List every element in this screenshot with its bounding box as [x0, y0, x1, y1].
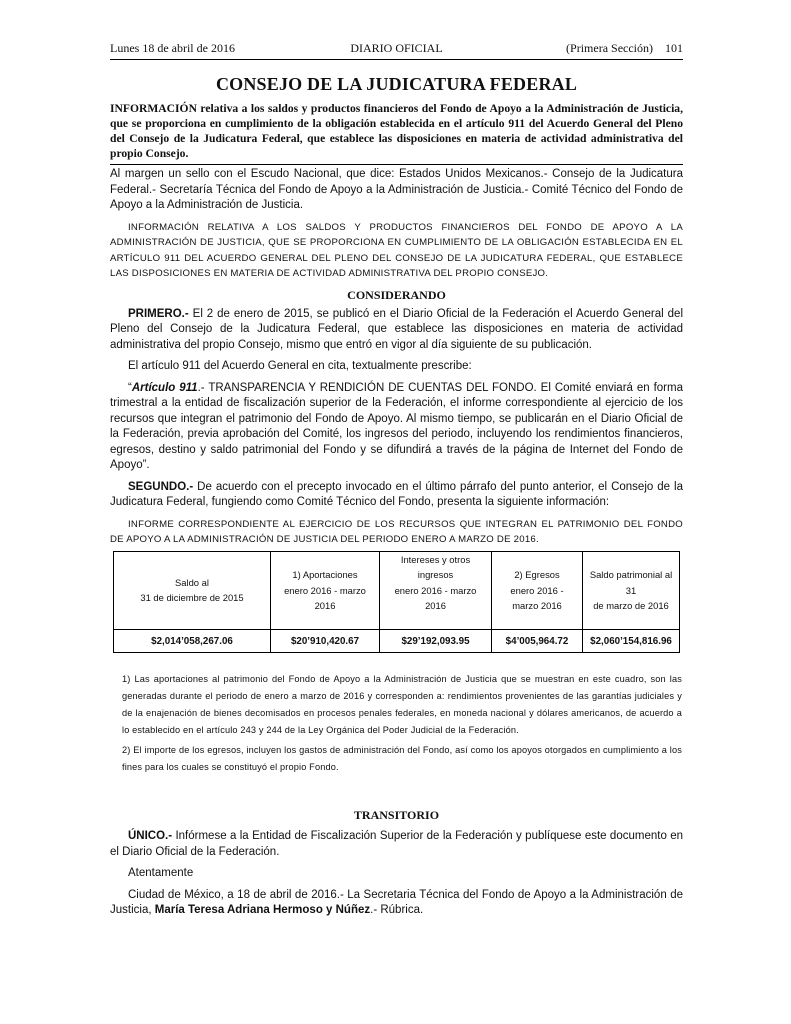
- unico-label: ÚNICO.-: [128, 830, 173, 842]
- header-line: Saldo patrimonial al 31: [589, 569, 673, 596]
- header-line: ingresos: [417, 569, 454, 580]
- primero-label: PRIMERO.-: [128, 307, 189, 320]
- header-line: 2) Egresos: [514, 569, 560, 580]
- table-note-1: 1) Las aportaciones al patrimonio del Fondo de Apoyo a la Administración de Justicia que se muestran en este cuadro, son las generadas durante el periodo de enero a marzo de 2016 y corresponden a: rendimientos provenientes de las garantías judiciales y de la enajenación de bienes decomisados en procesos penales federales, en moneda nacional y dólares americanos, de acuerdo a lo establecido en el artículo 243 y 244 de la Ley Orgánica del Poder Judicial de la Federación.: [122, 674, 682, 735]
- segundo-paragraph: [110, 480, 683, 511]
- intro-summary: INFORMACIÓN relativa a los saldos y productos financieros del Fondo de Apoyo a la Administración de Justicia, que se proporciona en cumplimiento de la obligación establecida en el artículo 911 del Acuerdo General del Pleno del Consejo de la Judicatura Federal, que establece las disposiciones en materia de actividad administrativa del propio Consejo.: [110, 102, 683, 160]
- header-publication: DIARIO OFICIAL: [350, 41, 443, 55]
- primero-text: El 2 de enero de 2015, se publicó en el Diario Oficial de la Federación el Acuerdo General del Pleno del Consejo de la Judicatura Federal, que establece las disposiciones en materia de actividad administrativa del propio Consejo, mismo que entró en vigor al día siguiente de su publicación.: [110, 307, 683, 351]
- header-line: enero 2016 - marzo 2016: [394, 584, 477, 611]
- header-line: enero 2016 -: [510, 584, 564, 596]
- header-line: 2016: [314, 600, 336, 611]
- firma-name: María Teresa Adriana Hermoso y Núñez: [154, 904, 371, 916]
- table-cell-egresos: $4’005,964.72: [492, 630, 583, 653]
- header-line: enero 2016 - marzo: [284, 584, 366, 596]
- unico-paragraph: [110, 829, 683, 860]
- header-line: Saldo al: [175, 576, 209, 588]
- header-line: de marzo de 2016: [593, 600, 669, 611]
- header-right: [566, 41, 683, 56]
- header-line: Intereses y otros: [400, 553, 471, 565]
- table-header-cell: [583, 551, 680, 630]
- table-cell-saldo-inicial: $2,014’058,267.06: [114, 630, 271, 653]
- header-line: marzo 2016: [512, 600, 562, 611]
- caps-heading: INFORMACIÓN RELATIVA A LOS SALDOS Y PRODUCTOS FINANCIEROS DEL FONDO DE APOYO A LA ADMINISTRACIÓN DE JUSTICIA, QUE SE PROPORCIONA EN CUMPLIMIENTO DE LA OBLIGACIÓN ESTABLECIDA EN EL ARTÍCULO 911 DEL ACUERDO GENERAL DEL PLENO DEL CONSEJO DE LA JUDICATURA FEDERAL, QUE ESTABLECE LAS DISPOSICIONES EN MATERIA DE ACTIVIDAD ADMINISTRATIVA DEL PROPIO CONSEJO.: [110, 221, 683, 279]
- unico-text: Infórmese a la Entidad de Fiscalización Superior de la Federación y publíquese este documento en el Diario Oficial de la Federación.: [110, 830, 683, 858]
- page-header: [110, 38, 683, 56]
- header-section: (Primera Sección): [566, 41, 653, 55]
- firma-tail: .- Rúbrica.: [370, 904, 424, 916]
- table-cell-saldo-final: $2,060’154,816.96: [583, 630, 680, 653]
- table-cell-aportaciones: $20’910,420.67: [271, 630, 380, 653]
- table-cell-intereses: $29’192,093.95: [380, 630, 492, 653]
- document-page: [110, 38, 683, 919]
- segundo-label: SEGUNDO.-: [128, 480, 194, 493]
- atentamente: Atentamente: [128, 867, 194, 879]
- table-header-cell: [380, 551, 492, 630]
- table-header-cell: [492, 551, 583, 630]
- seal-paragraph: Al margen un sello con el Escudo Nacional, que dice: Estados Unidos Mexicanos.- Consejo de la Judicatura Federal.- Secretaría Técnica del Fondo de Apoyo a la Administración de Justicia.- Comité Técnico del Fondo de Apoyo a la Administración de Justicia.: [110, 168, 683, 211]
- quote-open: “: [128, 381, 132, 394]
- header-line: 31 de diciembre de 2015: [140, 592, 244, 604]
- quote-text: .- TRANSPARENCIA Y RENDICIÓN DE CUENTAS DEL FONDO. El Comité enviará en forma trimestral a la entidad de fiscalización superior de la Federación, el informe correspondiente al ejercicio de los recursos que integran el patrimonio del Fondo de Apoyo. Al mismo tiempo, se publicarán en el Diario Oficial de la Federación, previa aprobación del Comité, los ingresos del periodo, incluyendo los rendimientos financieros, egresos, destino y saldo patrimonial del Fondo y se difundirá a través de la página de Internet del Fondo de Apoyo”.: [110, 381, 683, 471]
- articulo-intro: El artículo 911 del Acuerdo General en cita, textualmente prescribe:: [128, 360, 472, 372]
- header-rule: [110, 59, 683, 60]
- header-date: Lunes 18 de abril de 2016: [110, 41, 235, 55]
- table-header-cell: [114, 551, 271, 630]
- intro-rule: [110, 164, 683, 165]
- institution-title: CONSEJO DE LA JUDICATURA FEDERAL: [215, 74, 578, 94]
- primero-paragraph: [110, 307, 683, 354]
- table-row: [114, 630, 680, 653]
- segundo-text: De acuerdo con el precepto invocado en el último párrafo del punto anterior, el Consejo de la Judicatura Federal, fungiendo como Comité Técnico del Fondo, presenta la siguiente información:: [110, 480, 683, 508]
- firma-text: Ciudad de México, a 18 de abril de 2016.- La Secretaria Técnica del Fondo de Apoyo a la Administración de Justicia,: [110, 888, 683, 916]
- considerando-heading: CONSIDERANDO: [347, 287, 446, 302]
- header-page-number: 101: [665, 41, 683, 55]
- table-header-row: [114, 551, 680, 630]
- report-heading: INFORME CORRESPONDIENTE AL EJERCICIO DE LOS RECURSOS QUE INTEGRAN EL PATRIMONIO DEL FONDO DE APOYO A LA ADMINISTRACIÓN DE JUSTICIA DEL PERIODO ENERO A MARZO DE 2016.: [110, 518, 683, 545]
- quote-paragraph: [110, 381, 683, 474]
- table-note-2: 2) El importe de los egresos, incluyen los gastos de administración del Fondo, así como los apoyos otorgados en cumplimiento a los fines para los cuales se constituyó el propio Fondo.: [122, 745, 682, 772]
- financial-table: [113, 551, 680, 654]
- firma-paragraph: [110, 888, 683, 919]
- transitorio-heading: TRANSITORIO: [353, 808, 440, 822]
- quote-label: Artículo 911: [131, 381, 198, 394]
- table-header-cell: [271, 551, 380, 630]
- header-line: 1) Aportaciones: [292, 569, 358, 580]
